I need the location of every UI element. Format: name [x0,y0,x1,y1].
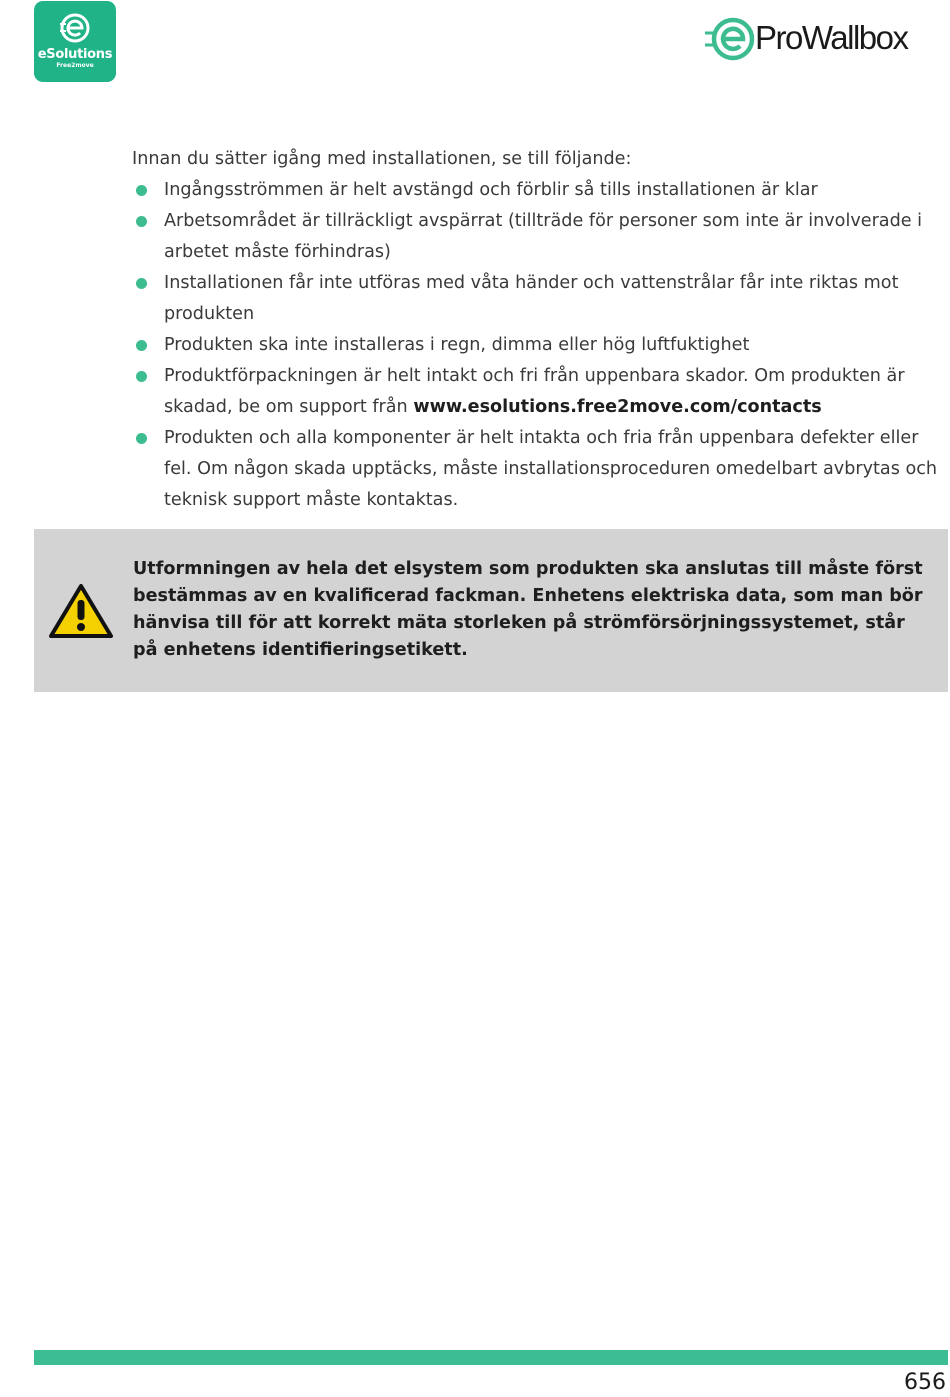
installation-prerequisites [132,144,947,516]
footer-bar [34,1350,948,1365]
list-item [132,268,947,330]
list-item-text: Produkten ska inte installeras i regn, dimma eller hög luftfuktighet [164,335,750,355]
esolutions-brand-text: eSolutions [37,47,113,62]
warning-text: Utformningen av hela det elsystem som produkten ska anslutas till måste först bestämmas av en kvalificerad fackman. Enhetens elektriska data, som man bör hänvisa till för att korrekt mäta storleken på strömförsörjningssystemet, står på enhetens identifieringsetikett. [133,559,923,660]
prerequisite-list [132,175,947,516]
list-item-text: Installationen får inte utföras med våta händer och vattenstrålar får inte riktas mot produkten [164,273,899,324]
list-item-text: Produktförpackningen är helt intakt och fri från uppenbara skador. Om produkten är skadad, be om support från [164,366,905,417]
bullet-dot-icon [136,278,147,289]
bullet-dot-icon [136,216,147,227]
intro-text: Innan du sätter igång med installationen, se till följande: [132,149,632,169]
plug-e-icon [703,16,755,62]
plug-e-icon [58,11,92,45]
list-item [132,206,947,268]
prowallbox-text: ProWallbox [755,19,908,56]
list-item [132,175,947,206]
list-item [132,423,947,516]
warning-triangle-icon [48,583,114,639]
list-item [132,330,947,361]
warning-box [34,529,948,692]
list-item [132,361,947,423]
bullet-dot-icon [136,371,147,382]
prowallbox-logo [703,14,950,62]
list-item-text: Arbetsområdet är tillräckligt avspärrat (tillträde för personer som inte är involverade i arbetet måste förhindras) [164,211,923,262]
bullet-dot-icon [136,185,147,196]
bullet-dot-icon [136,340,147,351]
free2move-text: Free2move [56,62,94,69]
bullet-dot-icon [136,433,147,444]
list-item-text: Ingångsströmmen är helt avstängd och förblir så tills installationen är klar [164,180,818,200]
list-item-text: Produkten och alla komponenter är helt intakta och fria från uppenbara defekter eller fel. Om någon skada upptäcks, måste installationsproceduren omedelbart avbrytas och teknisk support måste kontaktas. [164,428,938,510]
support-link[interactable]: www.esolutions.free2move.com/contacts [413,397,822,417]
esolutions-logo [34,1,116,82]
page-number: 656 [904,1370,946,1395]
